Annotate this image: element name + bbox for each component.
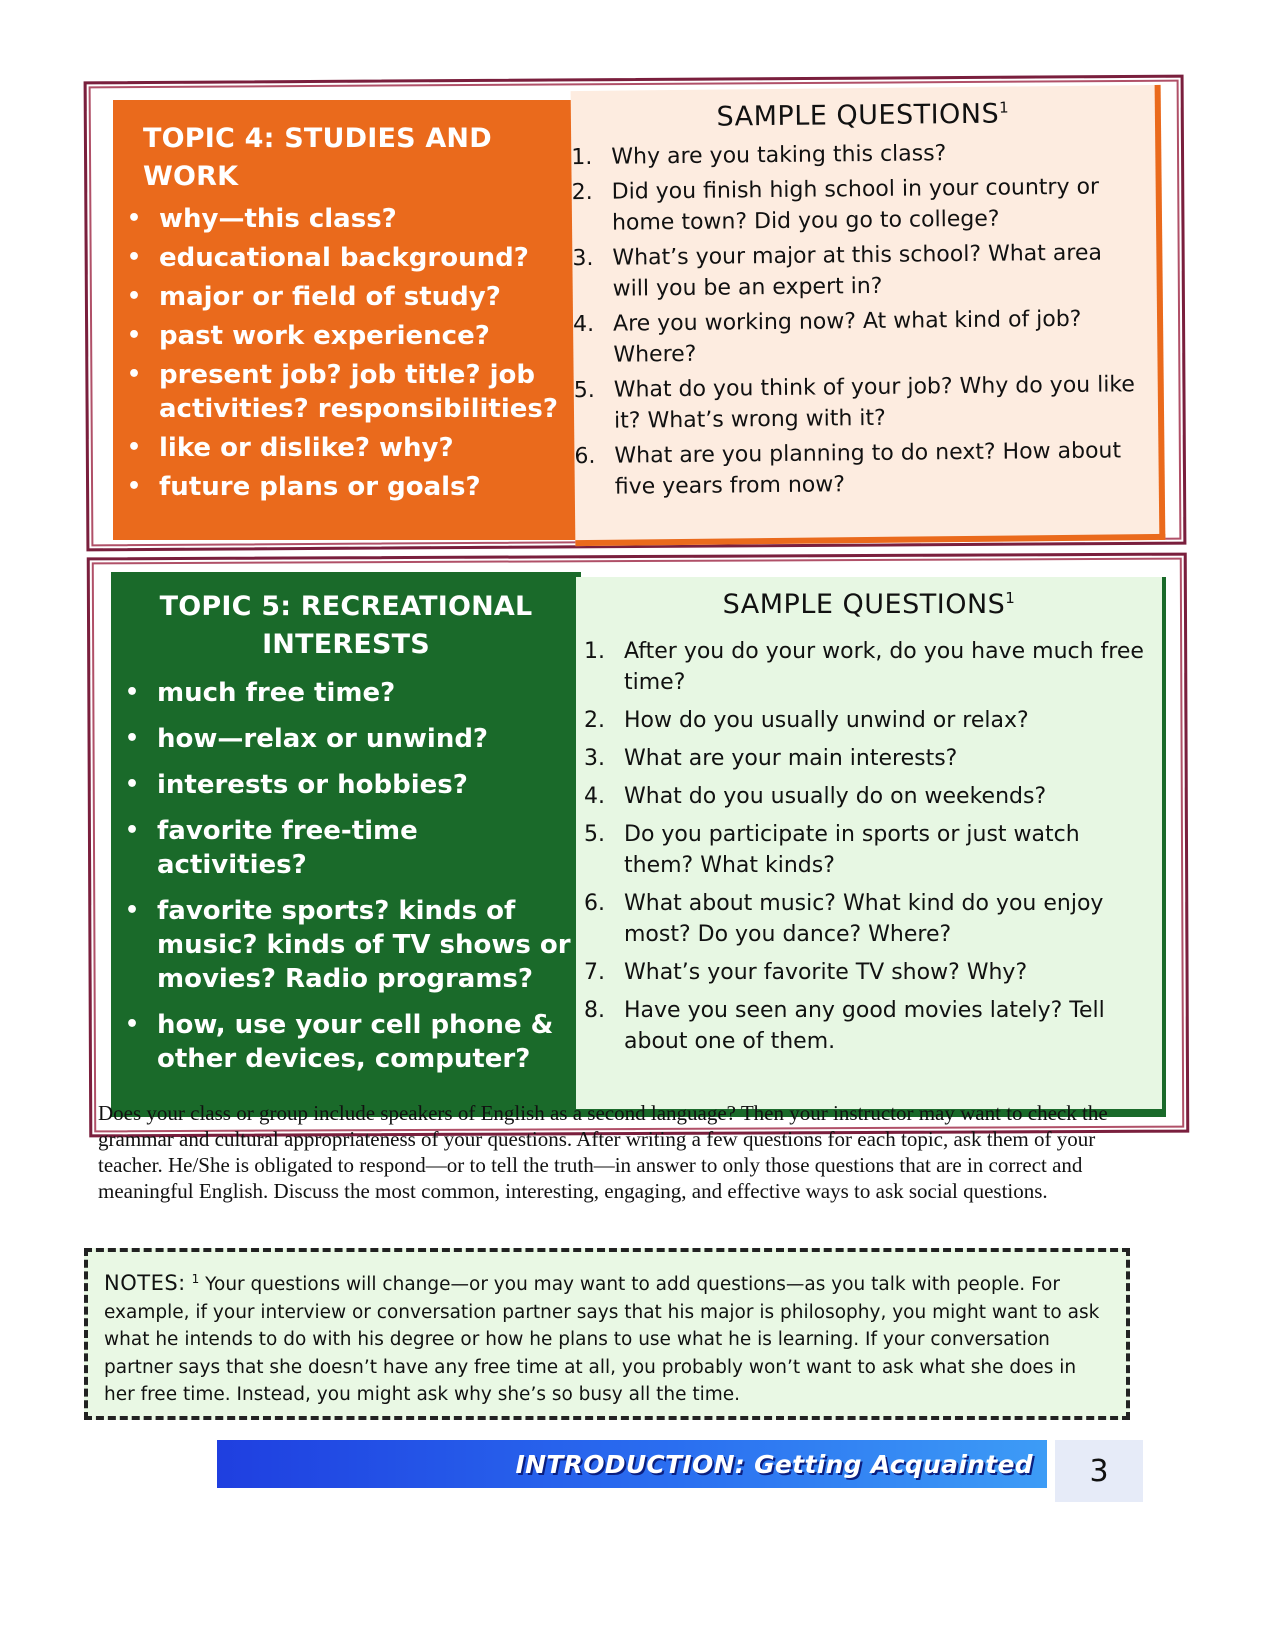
question-text: How do you usually unwind or relax? [624, 708, 1029, 733]
topic5-sample-title [576, 589, 1162, 620]
topic5-question [584, 957, 1144, 988]
question-number: 2. [571, 179, 593, 206]
question-text: Are you working now? At what kind of job? Where? [612, 306, 1082, 368]
question-text: What are you planning to do next? How about five years from now? [614, 438, 1122, 500]
question-text: Did you finish high school in your country or home town? Did you go to college? [611, 174, 1100, 236]
question-text: What are your main interests? [624, 746, 958, 771]
question-number: 1. [584, 639, 605, 664]
topic5-title-line1: TOPIC 5: RECREATIONAL [159, 591, 533, 622]
footnote-marker: 1 [1005, 589, 1016, 607]
topic4-item: • past work experience? [123, 319, 569, 353]
question-text: What do you think of your job? Why do you like it? What’s wrong with it? [613, 372, 1135, 434]
topic4-question [574, 369, 1141, 437]
topic5-question [584, 705, 1144, 736]
question-number: 1. [571, 144, 593, 171]
topic5-title-line2: INTERESTS [262, 629, 430, 660]
topic5-panel [111, 572, 581, 1117]
topic4-item: • major or field of study? [123, 280, 569, 314]
topic4-panel [113, 100, 579, 540]
question-number: 5. [584, 822, 605, 847]
topic4-item: • like or dislike? why? [123, 431, 569, 465]
question-number: 8. [584, 998, 605, 1023]
question-number: 2. [584, 708, 605, 733]
question-number: 6. [574, 443, 596, 470]
page-number-box [1055, 1440, 1143, 1502]
notes-footnote-marker: 1 [191, 1272, 200, 1286]
topic5-question [584, 819, 1144, 881]
topic4-sample-title-text: SAMPLE QUESTIONS [716, 98, 1000, 133]
topic4-item: • present job? job title? job activities? responsibilities? [123, 358, 569, 426]
question-number: 7. [584, 960, 605, 985]
question-text: What’s your favorite TV show? Why? [624, 960, 1028, 985]
question-text: After you do your work, do you have much free time? [624, 639, 1144, 695]
topic4-list [113, 202, 579, 504]
topic4-sample-title [571, 97, 1155, 134]
question-number: 4. [572, 311, 595, 338]
topic5-questions-panel [576, 577, 1166, 1117]
page-number: 3 [1089, 1453, 1109, 1489]
topic4-question [574, 435, 1141, 503]
topic5-item: • favorite free-time activities? [121, 814, 571, 882]
question-number: 4. [584, 784, 605, 809]
topic4-question [571, 136, 1137, 173]
question-number: 5. [573, 377, 595, 404]
topic5-item: • favorite sports? kinds of music? kinds of TV shows or movies? Radio programs? [121, 894, 571, 996]
question-text: What do you usually do on weekends? [624, 784, 1047, 809]
footnote-marker: 1 [999, 98, 1010, 117]
question-text: Do you participate in sports or just watch them? What kinds? [624, 822, 1080, 878]
notes-label: NOTES: [104, 1271, 186, 1296]
question-text: What about music? What kind do you enjoy most? Do you dance? Where? [624, 891, 1104, 947]
question-text: What’s your major at this school? What area will you be an expert in? [612, 240, 1103, 302]
topic5-sample-title-text: SAMPLE QUESTIONS [722, 589, 1006, 620]
footer-chapter-title: INTRODUCTION: Getting Acquainted [515, 1449, 1033, 1479]
topic5-title [111, 588, 581, 664]
topic4-question [572, 171, 1139, 239]
question-text: Have you seen any good movies lately? Tell about one of them. [624, 998, 1105, 1054]
topic4-item: • why—this class? [123, 202, 569, 236]
notes-text: Your questions will change—or you may want to add questions—as you talk with people. For example, if your interview or conversation partner says that his major is philosophy, you might want to ask what he intends to do with his degree or how he plans to use what he is learning. If your conversation partner says that she doesn’t have any free time at all, you probably won’t want to ask what she does in her free time. Instead, you might ask why she’s so busy all the time. [104, 1274, 1100, 1406]
topic4-questions-panel [571, 85, 1166, 546]
question-number: 6. [584, 891, 605, 916]
topic4-question-list [571, 136, 1159, 503]
topic5-question [584, 636, 1144, 698]
question-text: Why are you taking this class? [611, 141, 947, 170]
topic5-question-list [576, 636, 1162, 1057]
topic5-item: • how, use your cell phone & other devices, computer? [121, 1008, 571, 1076]
footer-banner [217, 1440, 1047, 1488]
question-number: 3. [572, 245, 594, 272]
topic4-question [572, 237, 1139, 305]
topic5-question [584, 743, 1144, 774]
topic4-item: • future plans or goals? [123, 470, 569, 504]
question-number: 3. [584, 746, 605, 771]
topic4-title: TOPIC 4: STUDIES AND WORK [143, 123, 492, 192]
topic5-list [111, 676, 581, 1076]
topic5-question [584, 781, 1144, 812]
topic4-question [573, 303, 1140, 371]
instructions-paragraph: Does your class or group include speakers of English as a second language? Then your instructor may want to check the grammar and cultural appropriateness of your questions. After writing a few questions for each topic, ask them of your teacher. He/She is obligated to respond—or to tell the truth—in answer to only those questions that are in correct and meaningful English. Discuss the most common, interesting, engaging, and effective ways to ask social questions. [98, 1101, 1108, 1203]
topic5-item: • how—relax or unwind? [121, 722, 571, 756]
topic5-item: • interests or hobbies? [121, 768, 571, 802]
topic5-question [584, 888, 1144, 950]
topic5-question [584, 995, 1144, 1057]
topic4-item: • educational background? [123, 241, 569, 275]
topic5-item: • much free time? [121, 676, 571, 710]
notes-box [84, 1248, 1130, 1420]
